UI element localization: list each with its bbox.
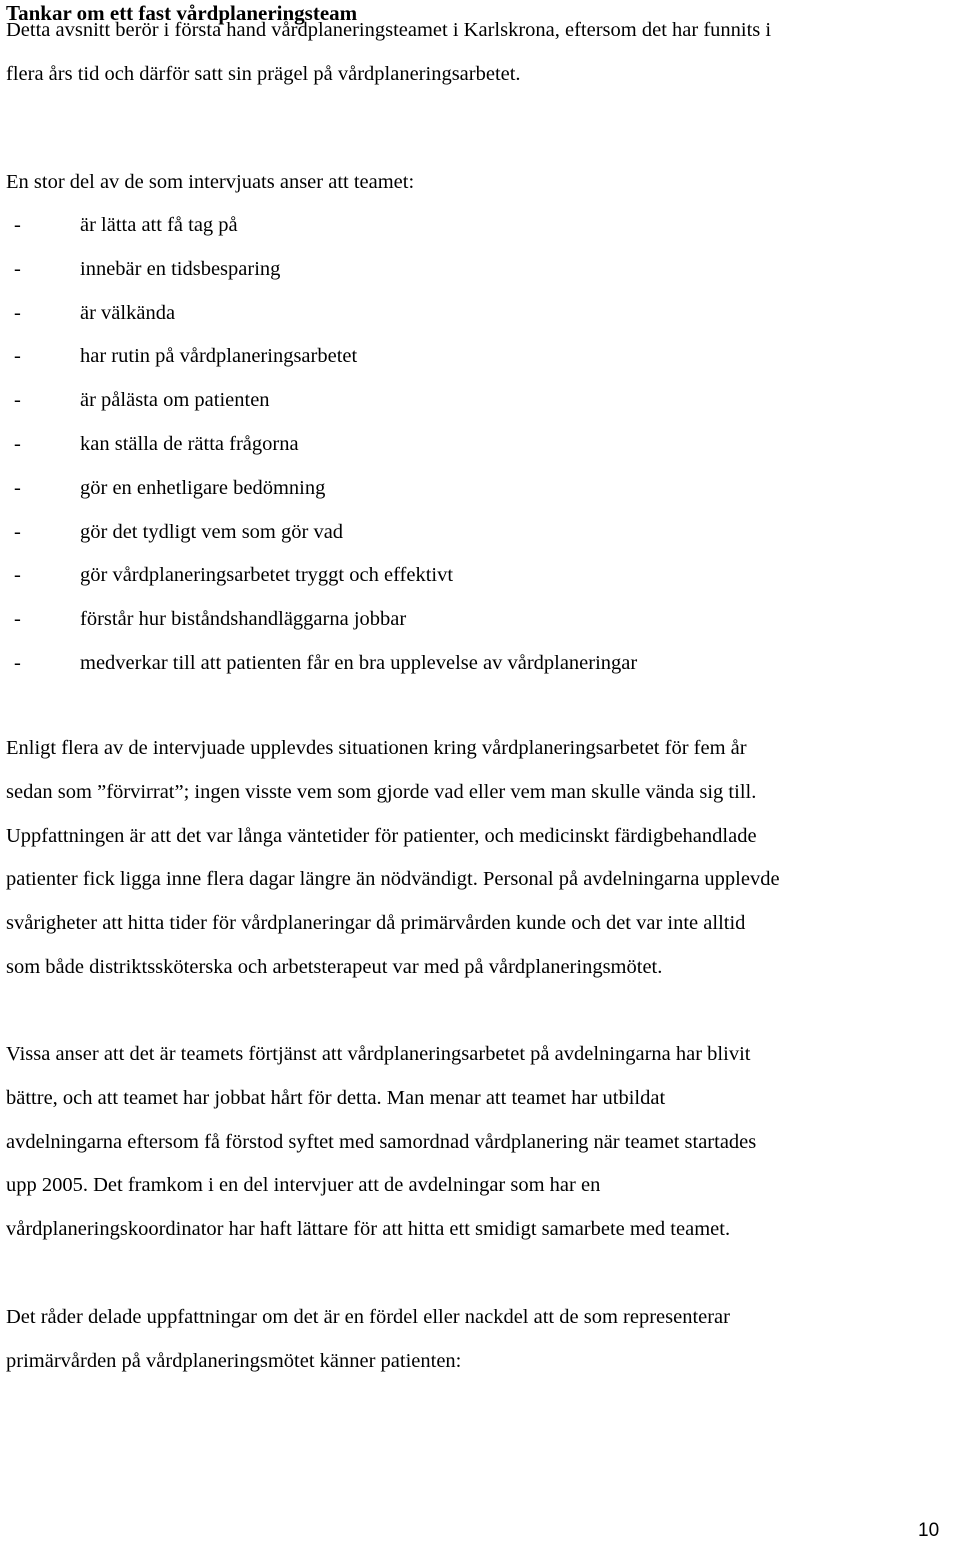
list-item bbox=[6, 598, 946, 642]
paragraph-line: Det råder delade uppfattningar om det är en fördel eller nackdel att de som representerar bbox=[6, 1306, 730, 1328]
list-item-text: förstår hur biståndshandläggarna jobbar bbox=[80, 608, 407, 631]
paragraph-line: upp 2005. Det framkom i en del intervjuer att de avdelningar som har en bbox=[6, 1174, 601, 1197]
paragraph-line: bättre, och att teamet har jobbat hårt för detta. Man menar att teamet har utbildat bbox=[6, 1086, 666, 1109]
list-item bbox=[6, 554, 946, 598]
list-item bbox=[6, 204, 946, 248]
page-number: 10 bbox=[918, 1520, 940, 1541]
dash-marker: - bbox=[14, 301, 21, 324]
dash-marker: - bbox=[14, 520, 21, 543]
list-item bbox=[6, 642, 946, 686]
body-paragraph-1 bbox=[6, 727, 956, 990]
list-item bbox=[6, 379, 946, 423]
list-item-text: är lätta att få tag på bbox=[80, 214, 238, 236]
list-intro-paragraph bbox=[6, 161, 956, 205]
dash-marker: - bbox=[14, 432, 21, 455]
body-paragraph-2 bbox=[6, 1033, 956, 1252]
dash-marker: - bbox=[14, 651, 21, 674]
list-item-text: gör en enhetligare bedömning bbox=[80, 476, 326, 499]
dash-marker: - bbox=[14, 476, 21, 499]
list-item bbox=[6, 511, 946, 555]
dash-marker: - bbox=[14, 389, 21, 412]
intro-paragraph bbox=[6, 9, 956, 97]
dash-marker: - bbox=[14, 608, 21, 631]
list-item bbox=[6, 248, 946, 292]
list-item-text: gör det tydligt vem som gör vad bbox=[80, 520, 344, 543]
paragraph-line: sedan som ”förvirrat”; ingen visste vem som gjorde vad eller vem man skulle vända sig till. bbox=[6, 780, 757, 803]
paragraph-line: patienter fick ligga inne flera dagar längre än nödvändigt. Personal på avdelningarna upplevde bbox=[6, 868, 780, 891]
paragraph-line: primärvården på vårdplaneringsmötet känner patienten: bbox=[6, 1349, 462, 1372]
list-item-text: har rutin på vårdplaneringsarbetet bbox=[80, 345, 358, 368]
paragraph-line: Enligt flera av de intervjuade upplevdes situationen kring vårdplaneringsarbetet för fem år bbox=[6, 737, 747, 759]
list-item bbox=[6, 335, 946, 379]
bullet-list bbox=[6, 204, 946, 686]
list-item bbox=[6, 467, 946, 511]
list-item bbox=[6, 292, 946, 336]
section-heading: Tankar om ett fast vårdplaneringsteam bbox=[6, 1, 358, 25]
body-paragraph-3 bbox=[6, 1296, 956, 1384]
paragraph-line: svårigheter att hitta tider för vårdplaneringar då primärvården kunde och det var inte alltid bbox=[6, 912, 746, 935]
paragraph-line: vårdplaneringskoordinator har haft lättare för att hitta ett smidigt samarbete med teamet. bbox=[6, 1218, 731, 1241]
list-item-text: innebär en tidsbesparing bbox=[80, 257, 281, 280]
paragraph-line: som både distriktssköterska och arbetsterapeut var med på vårdplaneringsmötet. bbox=[6, 955, 663, 978]
paragraph-line: Detta avsnitt berör i första hand vårdplaneringsteamet i Karlskrona, eftersom det har funnits i bbox=[6, 19, 772, 41]
dash-marker: - bbox=[14, 214, 21, 236]
list-item-text: medverkar till att patienten får en bra upplevelse av vårdplaneringar bbox=[80, 651, 638, 674]
list-item bbox=[6, 423, 946, 467]
list-item-text: är välkända bbox=[80, 301, 176, 324]
list-item-text: är pålästa om patienten bbox=[80, 389, 270, 412]
list-intro-text: En stor del av de som intervjuats anser att teamet: bbox=[6, 171, 415, 193]
paragraph-line: Uppfattningen är att det var långa väntetider för patienter, och medicinskt färdigbehandlade bbox=[6, 824, 757, 847]
paragraph-line: flera års tid och därför satt sin prägel på vårdplaneringsarbetet. bbox=[6, 62, 521, 85]
list-item-text: kan ställa de rätta frågorna bbox=[80, 432, 299, 455]
paragraph-line: avdelningarna eftersom få förstod syftet med samordnad vårdplanering när teamet startades bbox=[6, 1130, 757, 1153]
paragraph-line: Vissa anser att det är teamets förtjänst att vårdplaneringsarbetet på avdelningarna har blivit bbox=[6, 1043, 751, 1065]
dash-marker: - bbox=[14, 564, 21, 587]
list-item-text: gör vårdplaneringsarbetet tryggt och effektivt bbox=[80, 564, 454, 587]
dash-marker: - bbox=[14, 257, 21, 280]
dash-marker: - bbox=[14, 345, 21, 368]
